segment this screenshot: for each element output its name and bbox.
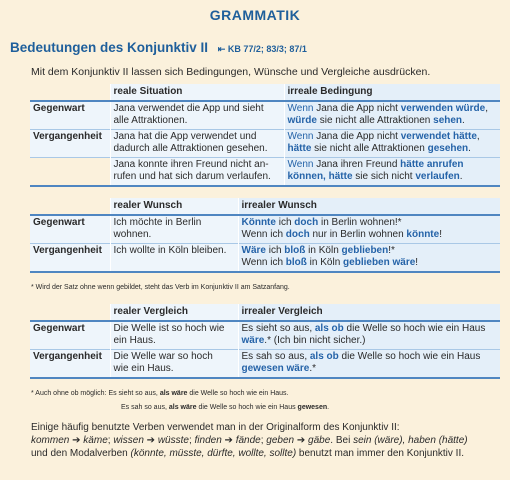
verb-highlight: gewesen wäre (241, 363, 310, 374)
cell-line: Ich möchte in Berlin (113, 216, 202, 228)
outro-text: und den Modalverben (31, 448, 131, 459)
cell-text: sie nicht alle Attraktionen (311, 143, 428, 154)
cell-text: die Welle so hoch wie ein Haus (338, 350, 481, 362)
verb-italic: sein (wäre), haben (hätte) (353, 435, 468, 446)
verb-italic: finden (194, 435, 222, 446)
row-label: Gegenwart (30, 215, 110, 244)
cell-line: Jana konnte ihren Freund nicht an- (113, 158, 269, 170)
section-heading (10, 40, 307, 55)
verb-highlight: sehen (433, 115, 463, 126)
verb-highlight: wäre (241, 335, 265, 346)
footnote-comparison-1 (31, 389, 289, 398)
verb-italic: käme (83, 435, 108, 446)
outro-line (31, 447, 503, 460)
cell-text: Es sieht so aus, (241, 322, 315, 334)
real-cell (110, 129, 284, 157)
page-title: GRAMMATIK (209, 7, 301, 23)
outro-text: ; (260, 435, 267, 446)
cell-line: Die Welle war so hoch (113, 350, 213, 362)
header-irreal-wish: irrealer Wunsch (238, 198, 500, 215)
irreal-cell: Könnte ich doch in Berlin wohnen!* Wenn ich doch nur in Berlin wohnen könnte! (238, 215, 500, 244)
conjunction-highlight: als ob (314, 322, 344, 334)
row-label: Gegenwart (30, 321, 110, 350)
cell-text: in Berlin wohnen!* (318, 216, 402, 228)
irreal-cell (238, 349, 500, 378)
intro-text: Mit dem Konjunktiv II lassen sich Bedingungen, Wünsche und Vergleiche ausdrücken. (31, 66, 431, 78)
arrow-left-icon: ⇤ (217, 44, 226, 54)
footnote-text: die Welle so hoch wie ein Haus (196, 404, 298, 411)
cell-text: sie nicht alle Attraktionen (316, 115, 434, 126)
verb-italic: gäbe (308, 435, 331, 446)
verb-highlight: könnte (406, 229, 440, 240)
irreal-cell: Wenn Jana ihren Freund hätte anrufen können, hätte sie sich nicht verlaufen. (284, 157, 500, 186)
cell-text: nur in Berlin wohnen (309, 229, 407, 240)
real-cell (110, 101, 284, 130)
footnote-bold: gewesen (297, 404, 328, 411)
verb-highlight: hätte (287, 143, 312, 154)
verb-italic: wissen (113, 435, 144, 446)
verb-italic: fände (235, 435, 261, 446)
header-real-comparison: realer Vergleich (110, 304, 238, 321)
footnote-text: * Auch ohne ob möglich: Es sieht so aus, (31, 390, 160, 397)
conditions-table (30, 84, 500, 187)
arrow-icon: ➔ (221, 435, 236, 446)
cell-line: wie ein Haus. (113, 363, 174, 374)
table-row (30, 129, 500, 157)
header-real-situation: reale Situation (110, 84, 284, 101)
cell-text: .* (309, 363, 316, 374)
row-label: Vergangenheit (30, 349, 110, 378)
cell-text: in Köln (305, 244, 342, 256)
reference-link[interactable] (218, 44, 307, 54)
particle-highlight: bloß (285, 257, 307, 268)
verb-highlight: Könnte (241, 216, 276, 228)
cell-text: die Welle so hoch wie ein Haus (343, 322, 486, 334)
verb-highlight: Wäre (241, 244, 266, 256)
header-empty-cell (30, 304, 110, 321)
cell-line: Die Welle ist so hoch wie (113, 322, 225, 334)
footnote-wish: * Wird der Satz ohne wenn gebildet, steht das Verb im Konjunktiv II am Satzanfang. (31, 284, 290, 291)
row-label (30, 157, 110, 186)
irreal-cell: Wenn Jana die App nicht verwenden würde, würde sie nicht alle Attraktionen sehen. (284, 101, 500, 130)
header-real-wish: realer Wunsch (110, 198, 238, 215)
particle-highlight: bloß (284, 244, 306, 256)
footnote-text: . (327, 404, 330, 411)
verb-highlight: verlaufen (415, 171, 460, 182)
conjunction-highlight: als ob (309, 350, 339, 362)
cell-text: Es sah so aus, (241, 350, 310, 362)
verb-italic: wüsste (157, 435, 189, 446)
row-label: Gegenwart (30, 101, 110, 130)
cell-text: Jana ihren Freund (313, 158, 401, 170)
outro-text: benutzt man immer den Konjunktiv II. (296, 448, 465, 459)
cell-text: .* (Ich bin nicht sicher.) (264, 335, 366, 346)
cell-text: Wenn ich (241, 229, 286, 240)
footnote-text: die Welle so hoch wie ein Haus. (187, 390, 289, 397)
verb-highlight: können, hätte (287, 171, 353, 182)
header-irreal-condition: irreale Bedingung (284, 84, 500, 101)
table-header-row (30, 84, 500, 101)
keyword: Wenn (287, 158, 314, 170)
modal-verbs-italic: (könnte, müsste, dürfte, wollte, sollte) (130, 448, 297, 459)
cell-text: !* (388, 244, 395, 256)
cell-line: rufen und hat sich darum verlaufen. (113, 171, 271, 182)
irreal-cell: Wenn Jana die App nicht verwendet hätte, hätte sie nicht alle Attraktionen gesehen. (284, 129, 500, 157)
real-cell (110, 215, 238, 244)
cell-text: Wenn ich (241, 257, 286, 268)
verb-italic: kommen (31, 435, 70, 446)
verb-highlight: hätte anrufen (400, 158, 464, 170)
cell-line: Jana verwendet die App und sieht (113, 102, 264, 114)
table-row (30, 349, 500, 378)
irreal-cell: Wäre ich bloß in Köln geblieben!* Wenn ich bloß in Köln geblieben wäre! (238, 243, 500, 272)
table-row (30, 157, 500, 186)
arrow-icon: ➔ (69, 435, 84, 446)
cell-text: ich (275, 216, 295, 228)
verb-highlight: geblieben wäre (343, 257, 416, 268)
header-irreal-comparison: irrealer Vergleich (238, 304, 500, 321)
table-row (30, 101, 500, 130)
cell-text: sie sich nicht (352, 171, 416, 182)
cell-line: alle Attraktionen. (113, 115, 188, 126)
particle-highlight: doch (285, 229, 310, 240)
arrow-icon: ➔ (294, 435, 309, 446)
outro-text: ; (188, 435, 195, 446)
cell-text: Jana die App nicht (313, 102, 401, 114)
real-cell (110, 243, 238, 272)
wishes-table (30, 198, 500, 273)
arrow-icon: ➔ (143, 435, 158, 446)
verb-highlight: geblieben (341, 244, 389, 256)
keyword: Wenn (287, 102, 314, 114)
outro-text: ; (107, 435, 114, 446)
irreal-cell (238, 321, 500, 350)
outro-line (31, 434, 503, 447)
outro-text: . Bei (330, 435, 354, 446)
cell-line: Ich wollte in Köln bleiben. (113, 244, 227, 256)
verb-highlight: würde (287, 115, 317, 126)
footnote-text: Es sah so aus, (121, 404, 169, 411)
real-cell (110, 157, 284, 186)
cell-text: Jana die App nicht (313, 130, 401, 142)
keyword: Wenn (287, 130, 314, 142)
header-empty-cell (30, 198, 110, 215)
real-cell (110, 321, 238, 350)
outro-paragraph (31, 421, 503, 460)
table-header-row (30, 304, 500, 321)
row-label: Vergangenheit (30, 243, 110, 272)
header-empty-cell (30, 84, 110, 101)
outro-line: Einige häufig benutzte Verben verwendet man in der Originalform des Konjunktiv II: (31, 422, 400, 433)
real-cell (110, 349, 238, 378)
section-heading-text: Bedeutungen des Konjunktiv II (10, 40, 209, 55)
verb-highlight: verwenden würde (400, 102, 486, 114)
table-row (30, 243, 500, 272)
comparisons-table (30, 304, 500, 379)
table-header-row (30, 198, 500, 215)
verb-highlight: verwendet hätte (400, 130, 477, 142)
cell-text: in Köln (306, 257, 344, 268)
cell-line: dadurch alle Attraktionen gesehen. (113, 143, 268, 154)
verb-highlight: gesehen (427, 143, 469, 154)
cell-line: wohnen. (113, 229, 152, 240)
table-row (30, 321, 500, 350)
cell-line: ein Haus. (113, 335, 156, 346)
particle-highlight: doch (294, 216, 319, 228)
verb-italic: geben (266, 435, 295, 446)
table-row (30, 215, 500, 244)
cell-text: ich (265, 244, 285, 256)
row-label: Vergangenheit (30, 129, 110, 157)
footnote-bold: als wäre (168, 404, 197, 411)
footnote-bold: als wäre (159, 390, 188, 397)
cell-line: Jana hat die App verwendet und (113, 130, 257, 142)
footnote-comparison-2 (121, 403, 329, 412)
reference-text: KB 77/2; 83/3; 87/1 (227, 44, 307, 54)
